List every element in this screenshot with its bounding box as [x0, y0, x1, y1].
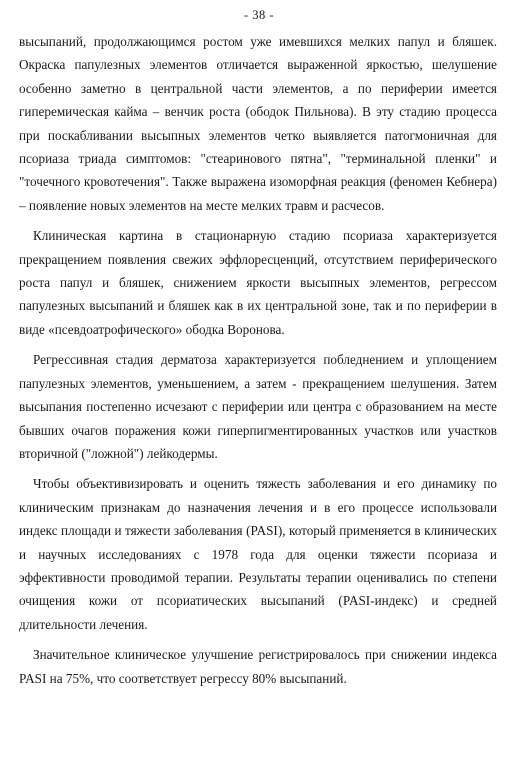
paragraph-clinical-improvement: Значительное клиническое улучшение регистрировалось при снижении индекса PASI на 75%, что соответствует регрессу 80% высыпаний. — [19, 647, 497, 686]
paragraph-pasi-index: Чтобы объективизировать и оценить тяжесть заболевания и его динамику по клиническим признакам до назначения лечения и в его процессе использовали индекс площади и тяжести заболевания (PASI), который применяется в клинических и научных исследованиях с 1978 года для оценки тяжести псориаза и эффективности проводимой терапии. Результаты терапии оценивались по степени очищения кожи от псориатических высыпаний (PASI-индекс) и средней длительности лечения. — [19, 476, 497, 632]
paragraph-stage-stationary: Клиническая картина в стационарную стадию псориаза характеризуется прекращением появления свежих эффлоресценций, отсутствием периферического роста папул и бляшек, снижением яркости высыпных элементов, регрессом папулезных высыпаний и бляшек как в их центральной зоне, так и по периферии в виде «псевдоатрофического» ободка Воронова. — [19, 228, 497, 337]
paragraph-stage-regressive: Регрессивная стадия дерматоза характеризуется побледнением и уплощением папулезных элементов, уменьшением, а затем - прекращением шелушения. Затем высыпания постепенно исчезают с периферии или центра с образованием на месте бывших очагов поражения кожи гиперпигментированных участков или участков вторичной ("ложной") лейкодермы. — [19, 352, 497, 461]
page-body — [19, 30, 497, 690]
page-number: - 38 - — [243, 8, 275, 22]
paragraph-stage-progressive: высыпаний, продолжающимся ростом уже имевшихся мелких папул и бляшек. Окраска папулезных элементов отличается выраженной яркостью, шелушение особенно заметно в центральной части элементов, а по периферии имеется гиперемическая кайма – венчик роста (ободок Пильнова). В эту стадию процесса при поскабливании высыпных элементов четко выявляется патогмоничная для псориаза триада симптомов: "стеаринового пятна", "терминальной пленки" и "точечного кровотечения". Также выражена изоморфная реакция (феномен Кебнера) – появление новых элементов на месте мелких травм и расчесов. — [19, 34, 497, 213]
